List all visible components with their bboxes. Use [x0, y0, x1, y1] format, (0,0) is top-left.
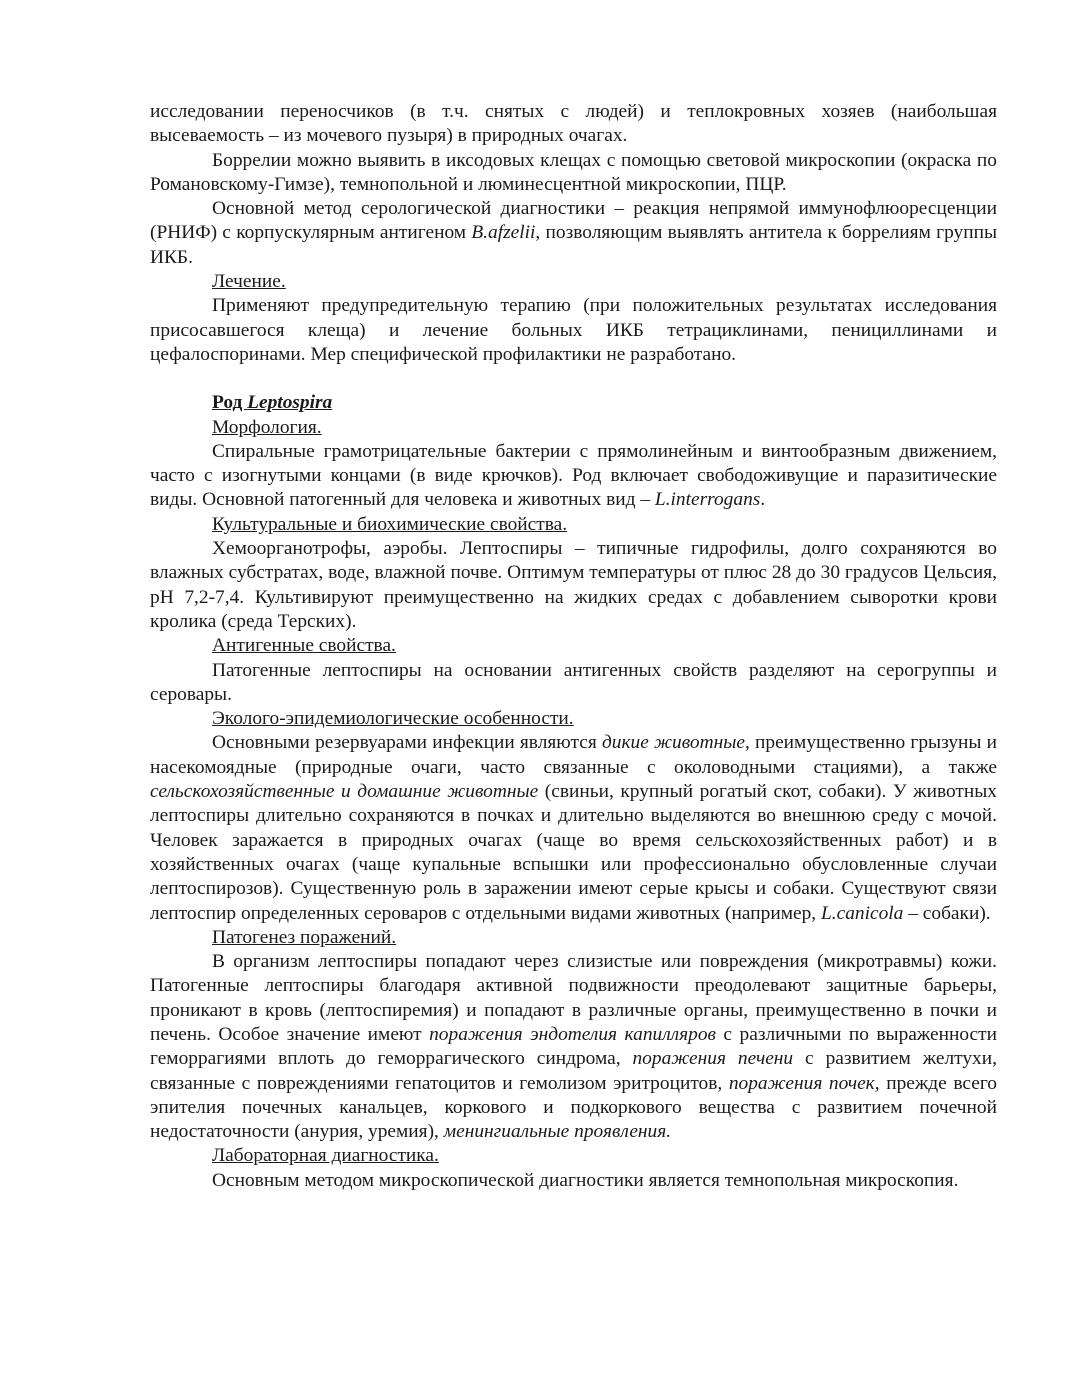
- paragraph-antigenic-properties: Патогенные лептоспиры на основании антигенных свойств разделяют на серогруппы и серовары.: [150, 659, 997, 705]
- species-name: B.afzelii: [471, 222, 536, 244]
- paragraph-treatment: Применяют предупредительную терапию (при положительных результатах исследования присосавшегося клеща) и лечение больных ИКБ тетрациклинами, пенициллинами и цефалоспоринами. Мер специфической профилактики не разработано.: [150, 295, 997, 365]
- genus-heading: Род Leptospira: [212, 392, 333, 414]
- paragraph-lab-diagnostics: Основным методом микроскопической диагностики является темнопольная микроскопия.: [212, 1169, 959, 1191]
- paragraph-cultural-properties: Хемоорганотрофы, аэробы. Лептоспиры – типичные гидрофилы, долго сохраняются во влажных субстратах, воде, влажной почве. Оптимум температуры от плюс 28 до 30 градусов Цельсия, pH 7,2-7,4. Культивируют преимущественно на жидких средах с добавлением сыворотки крови кролика (среда Терских).: [150, 538, 997, 632]
- heading-ecology: Эколого-эпидемиологические особенности.: [212, 708, 574, 730]
- species-name: L.canicola: [820, 902, 904, 924]
- paragraph-pathogenesis: В организм лептоспиры попадают через слизистые или повреждения (микротравмы) кожи. Патогенные лептоспиры благодаря активной подвижности преодолевают защитные барьеры, проникают в кровь (лептоспиремия) и попадают в различные органы, преимущественно в почки и печень. Особое значение имеют поражения эндотелия капилляров с различными по выраженности геморрагиями вплоть до геморрагического синдрома, поражения печени с развитием желтухи, связанные с повреждениями гепатоцитов и гемолизом эритроцитов, поражения почек, прежде всего эпителия почечных канальцев, коркового и подкоркового вещества с развитием почечной недостаточности (анурия, уремия), менингиальные проявления.: [150, 951, 998, 1143]
- paragraph-serology: Основной метод серологической диагностики – реакция непрямой иммунофлюоресценции (РНИФ) с корпускулярным антигеном B.afzelii, позволяющим выявлять антитела к боррелиям группы ИКБ.: [150, 198, 998, 268]
- paragraph-morphology: Спиральные грамотрицательные бактерии с прямолинейным и винтообразным движением, часто с изогнутыми концами (в виде крючков). Род включает свободоживущие и паразитические виды. Основной патогенный для человека и животных вид – L.interrogans.: [150, 440, 997, 511]
- heading-pathogenesis: Патогенез поражений.: [212, 926, 397, 948]
- paragraph-ecology: Основными резервуарами инфекции являются дикие животные, преимущественно грызуны и насекомоядные (природные очаги, часто связанные с околоводными стациями), а также сельскохозяйственные и домашние животные (свиньи, крупный рогатый скот, собаки). У животных лептоспиры длительно сохраняются в почках и длительно выделяются во внешнюю среду с мочой. Человек заражается в природных очагах (чаще во время сельскохозяйственных работ) и в хозяйственных очагах (чаще купальные вспышки или профессионально обусловленные случаи лептоспирозов). Существенную роль в заражении имеют серые крысы и собаки. Существуют связи лептоспир определенных сероваров с отдельными видами животных (например, L.canicola – собаки).: [150, 732, 997, 924]
- paragraph-borrelia-detection: Боррелии можно выявить в иксодовых клещах с помощью световой микроскопии (окраска по Романовскому-Гимзе), темнопольной и люминесцентной микроскопии, ПЦР.: [150, 149, 997, 195]
- paragraph-carriers: исследовании переносчиков (в т.ч. снятых с людей) и теплокровных хозяев (наибольшая высеваемость – из мочевого пузыря) в природных очагах.: [150, 101, 997, 147]
- heading-antigenic-properties: Антигенные свойства.: [212, 635, 396, 657]
- genus-name: Leptospira: [247, 392, 333, 414]
- heading-cultural-properties: Культуральные и биохимические свойства.: [212, 513, 568, 535]
- heading-morphology: Морфология.: [212, 416, 322, 438]
- heading-treatment: Лечение.: [212, 271, 286, 293]
- species-name: L.interrogans: [654, 489, 761, 511]
- heading-lab-diagnostics: Лабораторная диагностика.: [212, 1145, 439, 1167]
